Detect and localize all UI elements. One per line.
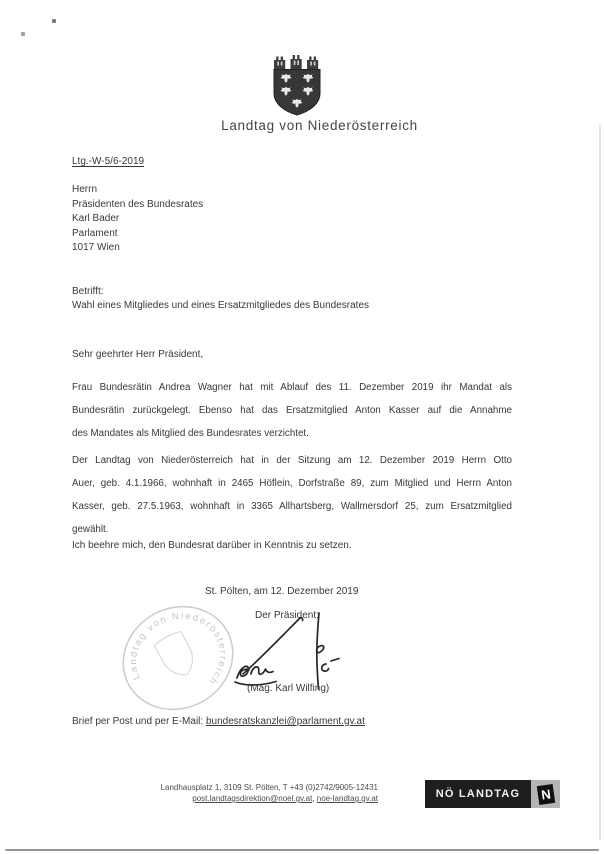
recipient-line: Karl Bader [72,213,120,224]
delivery-note-text: Brief per Post und per E-Mail: [72,716,206,727]
stamp-text: Landtag von Niederösterreich [127,610,228,688]
coat-of-arms-icon [271,52,323,116]
body-line: Der Landtag von Niederösterreich hat in der Sitzung am 12. Dezember 2019 Herrn Otto [72,455,512,466]
scan-edge-artifact [599,125,601,840]
closing-line: Ich beehre mich, den Bundesrat darüber in Kenntnis zu setzen. [72,540,352,551]
landtag-email-link[interactable]: post.landtagsdirektion@noel.gv.at [192,794,313,803]
recipient-line: Parlament [72,227,118,239]
place-and-date: St. Pölten, am 12. Dezember 2019 [205,586,359,597]
subject-text: Wahl eines Mitgliedes und eines Ersatzmitgliedes des Bundesrates [72,300,370,311]
svg-text:Landtag von Niederösterreich [117,602,239,714]
recipient-line: 1017 Wien [72,242,120,253]
footer-links [100,793,378,804]
salutation: Sehr geehrter Herr Präsident, [72,349,204,360]
recipient-line: Präsidenten des Bundesrates [72,198,204,210]
footer-contact [100,782,378,804]
body-line: Auer, geb. 4.1.1966, wohnhaft in 2465 Höflein, Dorfstraße 89, zum Mitglied und Herrn Anton [72,478,512,489]
body-line: des Mandates als Mitglied des Bundesrates verzichtet. [72,428,309,439]
body-line: Frau Bundesrätin Andrea Wagner hat mit Ablauf des 11. Dezember 2019 ihr Mandat als [72,382,512,393]
noe-n-icon: N [536,783,554,804]
scan-bottom-edge-artifact [5,849,599,851]
footer-address: Landhausplatz 1, 3109 St. Pölten, T +43 (0)2742/9005-12431 [160,783,378,792]
signer-name: (Mag. Karl Wilfing) [247,683,330,694]
footer-separator: , [312,794,317,803]
signer-role: Der Präsident: [255,610,319,621]
bundesrat-email-link[interactable]: bundesratskanzlei@parlament.gv.at [205,716,365,727]
body-line: Bundesrätin zurückgelegt. Ebenso hat das Ersatzmitglied Anton Kasser auf die Annahme [72,405,512,416]
letter-body [72,376,512,541]
noe-landtag-logo [425,780,560,808]
handwritten-signature [233,612,345,692]
body-line: gewählt. [72,524,109,535]
recipient-line: Herrn [72,184,98,195]
recipient-address [72,183,203,256]
official-stamp [117,602,239,714]
reference-number: Ltg.-W-5/6-2019 [72,156,145,167]
noe-logo-box [531,780,560,808]
landtag-website-link[interactable]: noe-landtag.gv.at [316,794,378,803]
subject-label: Betrifft: [72,286,104,297]
delivery-note [72,716,365,727]
org-title: Landtag von Niederösterreich [221,118,418,133]
scan-artifact-dot [52,19,56,23]
noe-landtag-wordmark: NÖ LANDTAG [425,780,531,808]
scan-artifact-dot [21,32,25,36]
body-line: Kasser, geb. 27.5.1963, wohnhaft in 3365 Allhartsberg, Wallmersdorf 25, zum Ersatzmitglied [72,501,512,512]
